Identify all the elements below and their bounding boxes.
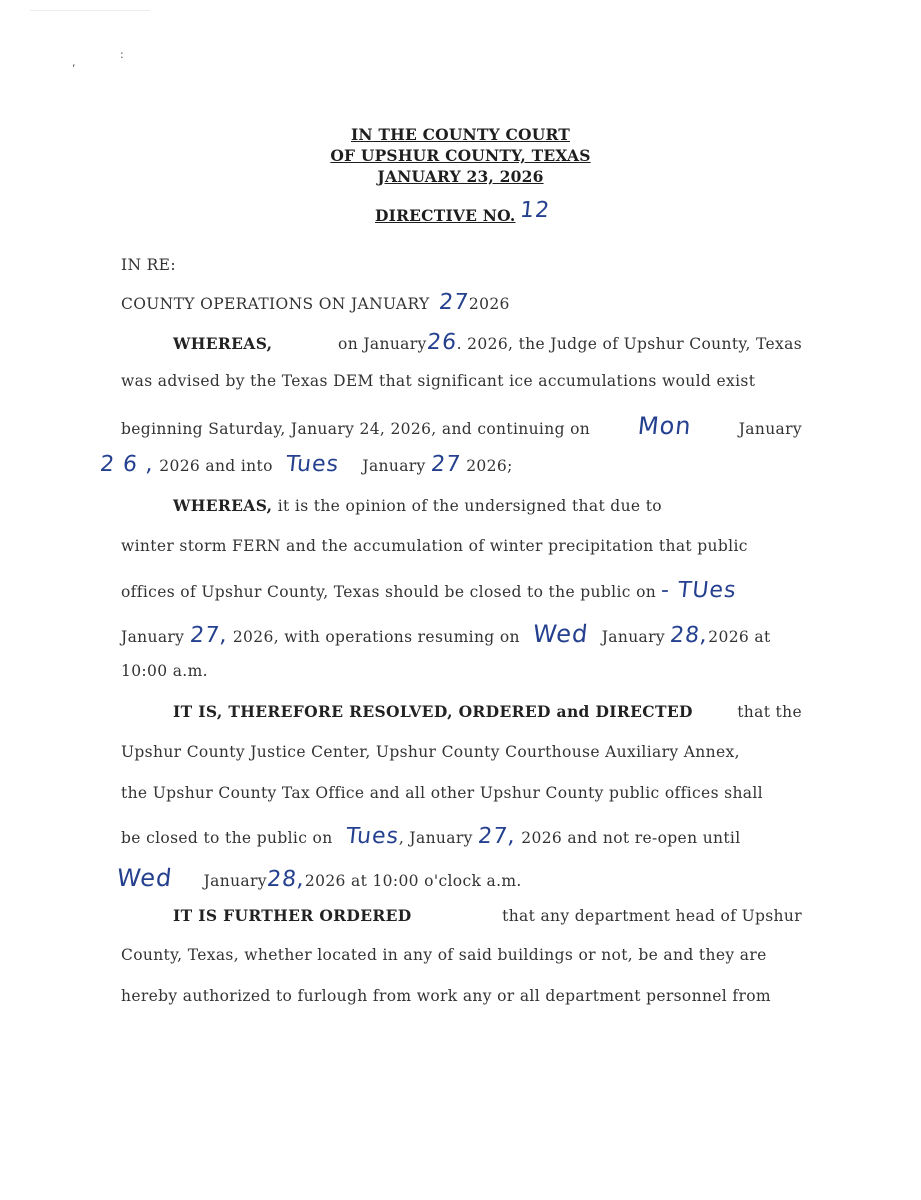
scan-artifact-mark: ,	[72, 56, 76, 69]
handwritten-date: 27,	[476, 824, 518, 849]
directive-label: DIRECTIVE NO.	[375, 206, 516, 225]
whereas-2-line3	[121, 578, 737, 603]
court-caption-line2: OF UPSHUR COUNTY, TEXAS	[330, 146, 591, 165]
handwritten-weekday: Tues	[284, 452, 341, 477]
further-ordered-line2	[121, 946, 802, 964]
handwritten-date: 26	[425, 330, 458, 355]
handwritten-date: 28,	[265, 867, 307, 892]
text-span: that the	[737, 703, 802, 721]
text-span: January	[362, 457, 426, 475]
text-span: 2026, with operations resuming on	[232, 628, 520, 646]
handwritten-weekday: Wed	[115, 864, 174, 892]
subject-year: 2026	[468, 295, 510, 313]
text-span: 2026 and not re-open until	[521, 829, 741, 847]
further-ordered-keyword: IT IS FURTHER ORDERED	[173, 906, 412, 925]
directive-number	[520, 198, 550, 223]
whereas-2-line5: 10:00 a.m.	[121, 662, 208, 680]
text-span: January	[203, 872, 267, 890]
subject-line	[121, 290, 510, 315]
text-span: be closed to the public on	[121, 829, 333, 847]
handwritten-directive-number: 12	[518, 198, 552, 223]
text-span: 2026;	[466, 457, 513, 475]
text-span: the Upshur County Tax Office and all other Upshur County public offices shall	[121, 784, 763, 802]
whereas-1-line1	[173, 330, 802, 355]
resolved-line3	[121, 784, 802, 802]
text-span: beginning Saturday, January 24, 2026, and continuing on	[121, 420, 591, 438]
handwritten-date: 27,	[188, 623, 229, 648]
handwritten-date: 28,	[668, 623, 710, 648]
text-span: winter storm FERN and the accumulation of winter precipitation that public	[121, 537, 748, 555]
text-span: January	[738, 420, 802, 438]
text-span: on January	[338, 335, 427, 353]
in-re-label: IN RE:	[121, 256, 176, 274]
whereas-keyword: WHEREAS,	[173, 334, 273, 353]
text-span: hereby authorized to furlough from work any or all department personnel from	[121, 987, 771, 1005]
text-span: 2026 and into	[159, 457, 273, 475]
whereas-2-line1	[173, 496, 662, 515]
text-span: , January	[398, 829, 473, 847]
text-span: it is the opinion of the undersigned that due to	[277, 497, 662, 515]
text-span: . 2026, the Judge of Upshur County, Texas	[456, 335, 802, 353]
text-span: January	[121, 628, 185, 646]
text-span: 2026 at	[708, 628, 771, 646]
whereas-1-line2	[121, 372, 802, 390]
further-ordered-line3	[121, 987, 802, 1005]
whereas-2-line4	[121, 620, 771, 648]
handwritten-weekday: - TUes	[660, 578, 739, 603]
handwritten-date: 2 6 ,	[98, 452, 156, 477]
whereas-keyword: WHEREAS,	[173, 496, 273, 515]
resolved-keyword: IT IS, THEREFORE RESOLVED, ORDERED and DIRECTED	[173, 702, 693, 721]
text-span: 2026 at 10:00 o'clock a.m.	[304, 872, 522, 890]
text-span: offices of Upshur County, Texas should be closed to the public on	[121, 583, 657, 601]
court-caption-line1: IN THE COUNTY COURT	[350, 125, 571, 144]
resolved-line5	[117, 864, 522, 892]
handwritten-subject-day: 27	[437, 290, 471, 315]
text-span: County, Texas, whether located in any of said buildings or not, be and they are	[121, 946, 767, 964]
handwritten-date: 27	[429, 452, 463, 477]
whereas-1-line3	[121, 412, 802, 440]
whereas-2-line2	[121, 537, 802, 555]
subject-text: COUNTY OPERATIONS ON JANUARY	[121, 295, 430, 313]
resolved-line4	[121, 824, 741, 849]
scan-artifact-line	[30, 10, 150, 11]
text-span: Upshur County Justice Center, Upshur County Courthouse Auxiliary Annex,	[121, 743, 740, 761]
whereas-1-line4	[100, 452, 513, 477]
caption-date: JANUARY 23, 2026	[377, 167, 544, 186]
handwritten-weekday: Wed	[531, 620, 590, 648]
text-span: was advised by the Texas DEM that significant ice accumulations would exist	[121, 372, 756, 390]
resolved-line1	[173, 702, 802, 721]
resolved-line2	[121, 743, 802, 761]
further-ordered-line1	[173, 906, 802, 925]
handwritten-weekday: Tues	[344, 824, 401, 849]
scan-artifact-mark: :	[120, 48, 124, 61]
handwritten-weekday: Mon	[636, 412, 693, 440]
text-span: January	[601, 628, 666, 646]
text-span: that any department head of Upshur	[502, 907, 802, 925]
